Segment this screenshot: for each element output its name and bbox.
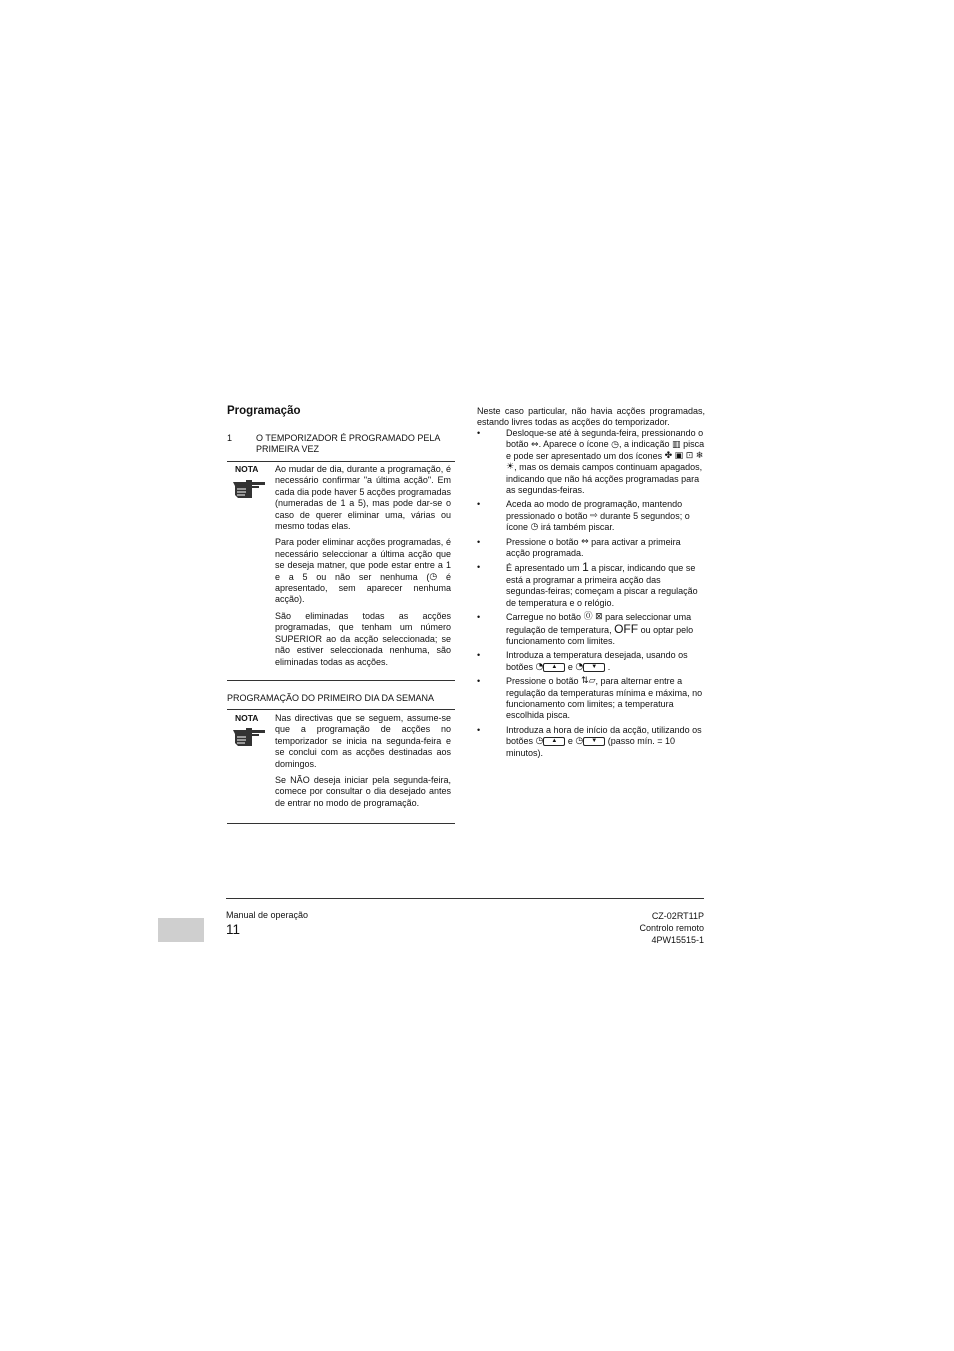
fan-mode-icon: ✤	[664, 450, 673, 461]
pointing-hand-icon	[232, 477, 266, 499]
b6-and: e	[565, 661, 576, 672]
footer-model: CZ-02RT11P	[651, 911, 704, 921]
b6-text-2: .	[605, 661, 611, 672]
b1-text-5: , mas os demais campos continuam apagados, indicando que não há acções programadas para as segundas-feiras.	[506, 462, 703, 496]
nota2-paragraph-2: Se NÃO deseja iniciar pela segunda-feira, comece por consultar o dia desejado antes de entrar no modo de programação.	[275, 775, 451, 808]
auto-mode-icon: ⊡	[685, 450, 694, 461]
temp-up-icon: ◔	[535, 661, 544, 672]
right-intro: Neste caso particular, não havia acções programadas, estando livres todas as acções do temporizador.	[477, 406, 705, 428]
pointing-hand-icon	[232, 725, 266, 747]
heading-number: 1	[227, 433, 233, 443]
subheading: PROGRAMAÇÃO DO PRIMEIRO DIA DA SEMANA	[227, 693, 435, 703]
footer-product: Controlo remoto	[639, 923, 704, 933]
bullet-item-3: • Pressione o botão ⇔ para activar a primeira acção programada.	[477, 536, 681, 559]
nota1-paragraph-3: São eliminadas todas as acções programadas, que tenham um número SUPERIOR ao da acção seleccionada; se não estiver seleccionada nenhuma, são eliminadas todas as acções.	[275, 610, 451, 667]
nota2-body	[275, 713, 451, 814]
nota1-paragraph-1: Ao mudar de dia, durante a programação, é necessário confirmar "a última acção". Em cada dia pode haver 5 acções programadas (numeradas de 1 a 5), mas pode dar-se o caso de querer eliminar uma, várias ou mesmo todas elas.	[275, 464, 451, 532]
b2-text-2: durante 5 segundos; o ícone	[506, 510, 690, 533]
nota1-top-rule	[227, 461, 455, 462]
bullet-item-7: • Pressione o botão ⇅▱, para alternar entre a regulação da temperaturas mínima e máxima, no funcionamento com limites; a temperatura escolhida pisca.	[477, 676, 703, 721]
b7-text-2: , para alternar entre a regulação da temperaturas mínima e máxima, no funcionamento com limites; a temperatura escolhida pisca.	[506, 676, 703, 721]
section-title: Programação	[227, 405, 301, 417]
b4-text-1: É apresentado um	[506, 563, 583, 574]
up-button-icon: ▲	[543, 737, 565, 746]
clock-icon: ◷	[530, 522, 539, 533]
bullet-item-2: • Aceda ao modo de programação, mantendo pressionado o botão ⇨ durante 5 segundos; o ícone ◷ irá também piscar.	[477, 499, 690, 533]
thermometer-button-icon: ⓪	[583, 612, 593, 623]
clock-icon: ◷	[535, 736, 544, 747]
b8-text-1: Introduza a hora de início da acção, utilizando os botões	[506, 724, 702, 747]
clock-icon: ◷	[575, 736, 584, 747]
nota1-body	[275, 464, 451, 673]
b1-text-1: Desloque-se até à segunda-feira, pressionando o botão	[506, 428, 704, 450]
page-tab-marker	[158, 918, 204, 942]
bullet-item-1: • Desloque-se até à segunda-feira, pressionando o botão ⇔. Aparece o ícone ◷, a indicação ▥ pisca e pode ser apresentado um dos ícones ✤ ▣ ⊡ ❄ ☀, mas os demais campos continuam apagados, indicando que não há acções programadas para as segundas-feiras.	[477, 428, 705, 496]
b6-text-1: Introduza a temperatura desejada, usando os botões	[506, 650, 688, 672]
nota1-bottom-rule	[227, 680, 455, 681]
nota2-bottom-rule	[227, 823, 455, 824]
nota2-paragraph-1: Nas directivas que se seguem, assume-se que a programação de acções no temporizador se inicia na segunda-feira e se conclui com as acções destinadas aos domingos.	[275, 713, 451, 769]
limit-toggle-button-icon: ⇅▱	[581, 676, 596, 687]
day-select-button-icon: ⇔	[531, 439, 539, 450]
b1-text-4: pisca e pode ser apresentado um dos ícones	[506, 439, 705, 461]
footer-code: 4PW15515-1	[651, 935, 704, 945]
cool-mode-icon: ❄	[695, 450, 704, 461]
b5-text-2: para seleccionar uma regulação de temperatura,	[506, 612, 692, 635]
bullet-item-4: • É apresentado um 1 a piscar, indicando que se está a programar a primeira acção das segundas-feiras; começam a piscar a regulação de temperatura e o relógio.	[477, 560, 698, 608]
action-button-icon: ⇔	[581, 536, 589, 547]
down-button-icon: ▼	[583, 663, 605, 672]
bullet-item-5: • Carregue no botão ⓪ ⊠ para seleccionar uma regulação de temperatura, OFF ou optar pelo funcionamento com limites.	[477, 612, 694, 646]
program-button-icon: ⇨	[590, 510, 598, 521]
monday-indicator-icon: ▥	[672, 439, 681, 450]
b1-text-2: . Aparece o ícone	[538, 439, 612, 450]
off-label: OFF	[614, 621, 639, 636]
nota1-p2-text-b: é apresentado, sem aparecer nenhuma acção).	[275, 571, 451, 605]
up-button-icon: ▲	[543, 663, 565, 672]
b8-and: e	[565, 736, 576, 747]
b5-text-1: Carregue no botão	[506, 612, 584, 623]
nota2-label: NOTA	[235, 713, 259, 723]
b2-text-3: irá também piscar.	[538, 522, 615, 533]
b1-text-3: , a indicação	[619, 439, 673, 450]
b7-text-1: Pressione o botão	[506, 676, 582, 687]
b5-text-3: ou optar pelo funcionamento com limites.	[506, 624, 694, 646]
heading-text: O TEMPORIZADOR É PROGRAMADO PELA PRIMEIRA VEZ	[256, 433, 440, 455]
clock-icon: ◷	[611, 439, 619, 450]
down-button-icon: ▼	[583, 737, 605, 746]
nota2-top-rule	[227, 709, 455, 710]
nota1-label: NOTA	[235, 464, 259, 474]
action-number-digit: 1	[582, 560, 589, 575]
footer-rule	[226, 898, 704, 899]
heat-mode-icon: ☀	[506, 462, 515, 473]
footer-right-block	[639, 910, 704, 946]
dry-mode-icon: ▣	[674, 450, 684, 461]
nota1-paragraph-2	[275, 537, 451, 605]
clock-icon: ◷	[429, 571, 438, 582]
b4-text-2: a piscar, indicando que se está a programar a primeira acção das segundas-feiras; começam a piscar a regulação de temperatura e o relógio.	[506, 563, 698, 608]
temp-down-icon: ◔	[575, 661, 584, 672]
page-number: 11	[226, 922, 241, 937]
off-cross-icon: ⊠	[595, 612, 603, 623]
numbered-heading	[227, 433, 455, 457]
b3-text-2: para activar a primeira acção programada.	[506, 536, 681, 559]
b8-text-2: (passo mín. = 10 minutos).	[506, 736, 676, 758]
bullet-list	[477, 428, 705, 762]
b2-text-1: Aceda ao modo de programação, mantendo pressionado o botão	[506, 499, 683, 521]
b3-text-1: Pressione o botão	[506, 536, 582, 547]
nota1-p2-text-a: Para poder eliminar acções programadas, é necessário seleccionar a última acção que se deseja matner, que pode estar entre a 1 e a 5 ou não ser nenhuma (	[275, 537, 451, 582]
footer-manual-label: Manual de operação	[226, 910, 309, 920]
bullet-item-8: • Introduza a hora de início da acção, utilizando os botões ◷ ▲ e ◷ ▼ (passo mín. = 10 minutos).	[477, 724, 702, 758]
bullet-item-6: • Introduza a temperatura desejada, usando os botões ◔ ▲ e ◔ ▼ .	[477, 650, 688, 672]
